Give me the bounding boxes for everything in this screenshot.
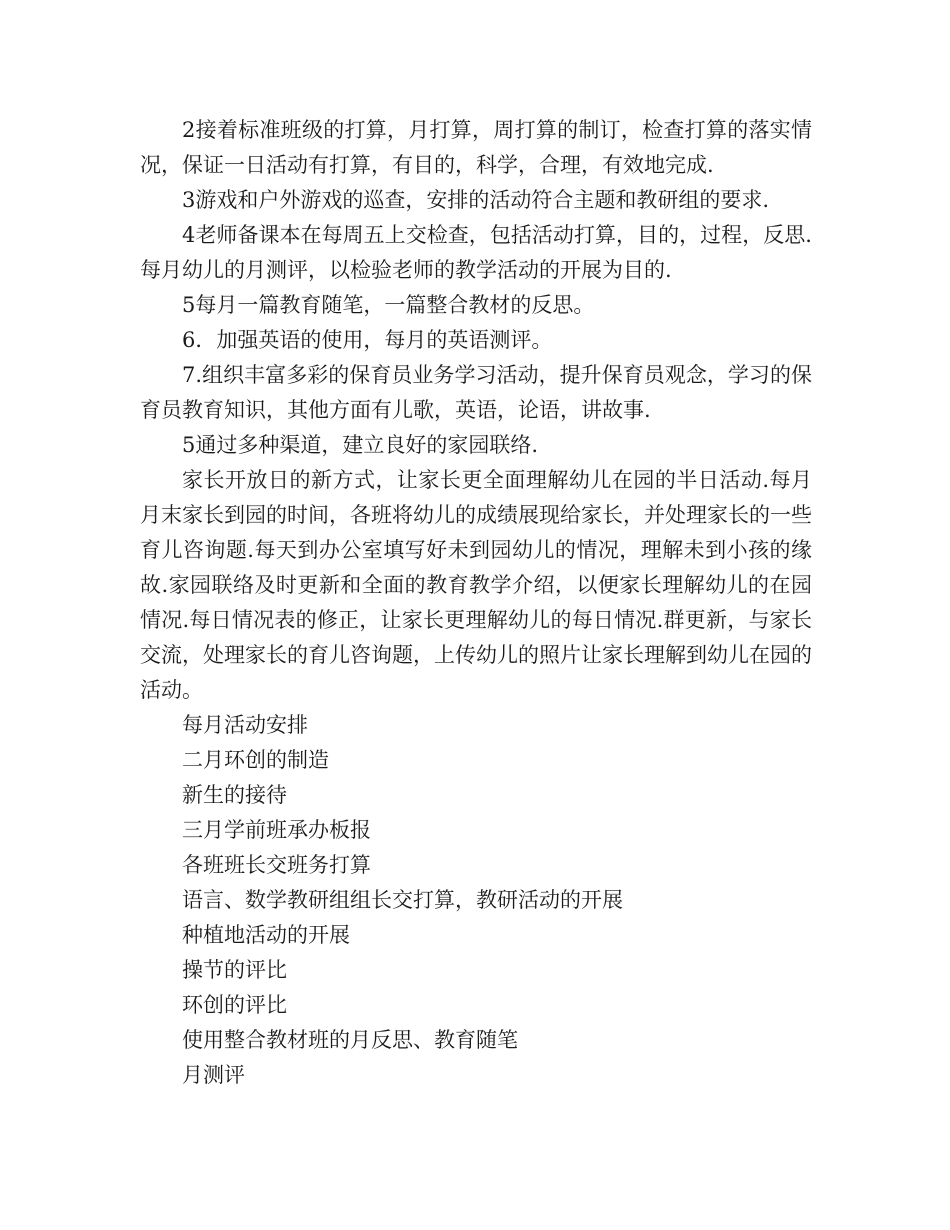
document-body [140,113,812,1093]
list-item: 每月活动安排 [182,713,308,737]
list-item: 月测评 [182,1063,245,1087]
paragraph-1: 2接着标准班级的打算，月打算，周打算的制订，检查打算的落实情况，保证一日活动有打算，有目的，科学，合理，有效地完成. [140,118,812,177]
list-item: 种植地活动的开展 [182,923,350,947]
list-item: 新生的接待 [182,783,287,807]
list-item: 二月环创的制造 [182,748,329,772]
list-item: 环创的评比 [182,993,287,1017]
paragraph-8: 家长开放日的新方式，让家长更全面理解幼儿在园的半日活动.每月月末家长到园的时间，各班将幼儿的成绩展现给家长，并处理家长的一些育儿咨询题.每天到办公室填写好未到园幼儿的情况，理解未到小孩的缘故.家园联络及时更新和全面的教育教学介绍，以便家长理解幼儿的在园情况.每日情况表的修正，让家长更理解幼儿的每日情况.群更新，与家长交流，处理家长的育儿咨询题，上传幼儿的照片让家长理解到幼儿在园的活动。 [140,468,812,702]
paragraph-5: 6．加强英语的使用，每月的英语测评。 [182,328,553,352]
list-item: 操节的评比 [182,958,287,982]
list-item: 各班班长交班务打算 [182,853,371,877]
list-item: 语言、数学教研组组长交打算，教研活动的开展 [182,888,623,912]
paragraph-3: 4老师备课本在每周五上交检查，包括活动打算，目的，过程，反思.每月幼儿的月测评，以检验老师的教学活动的开展为目的. [140,223,812,282]
paragraph-6: 7.组织丰富多彩的保育员业务学习活动，提升保育员观念，学习的保育员教育知识，其他方面有儿歌，英语，论语，讲故事. [140,363,812,422]
paragraph-4: 5每月一篇教育随笔，一篇整合教材的反思。 [182,293,595,317]
activity-list [140,708,812,1093]
paragraph-7: 5通过多种渠道，建立良好的家园联络. [182,433,539,457]
list-item: 使用整合教材班的月反思、教育随笔 [182,1028,518,1052]
paragraph-2: 3游戏和户外游戏的巡查，安排的活动符合主题和教研组的要求. [182,188,770,212]
list-item: 三月学前班承办板报 [182,818,371,842]
